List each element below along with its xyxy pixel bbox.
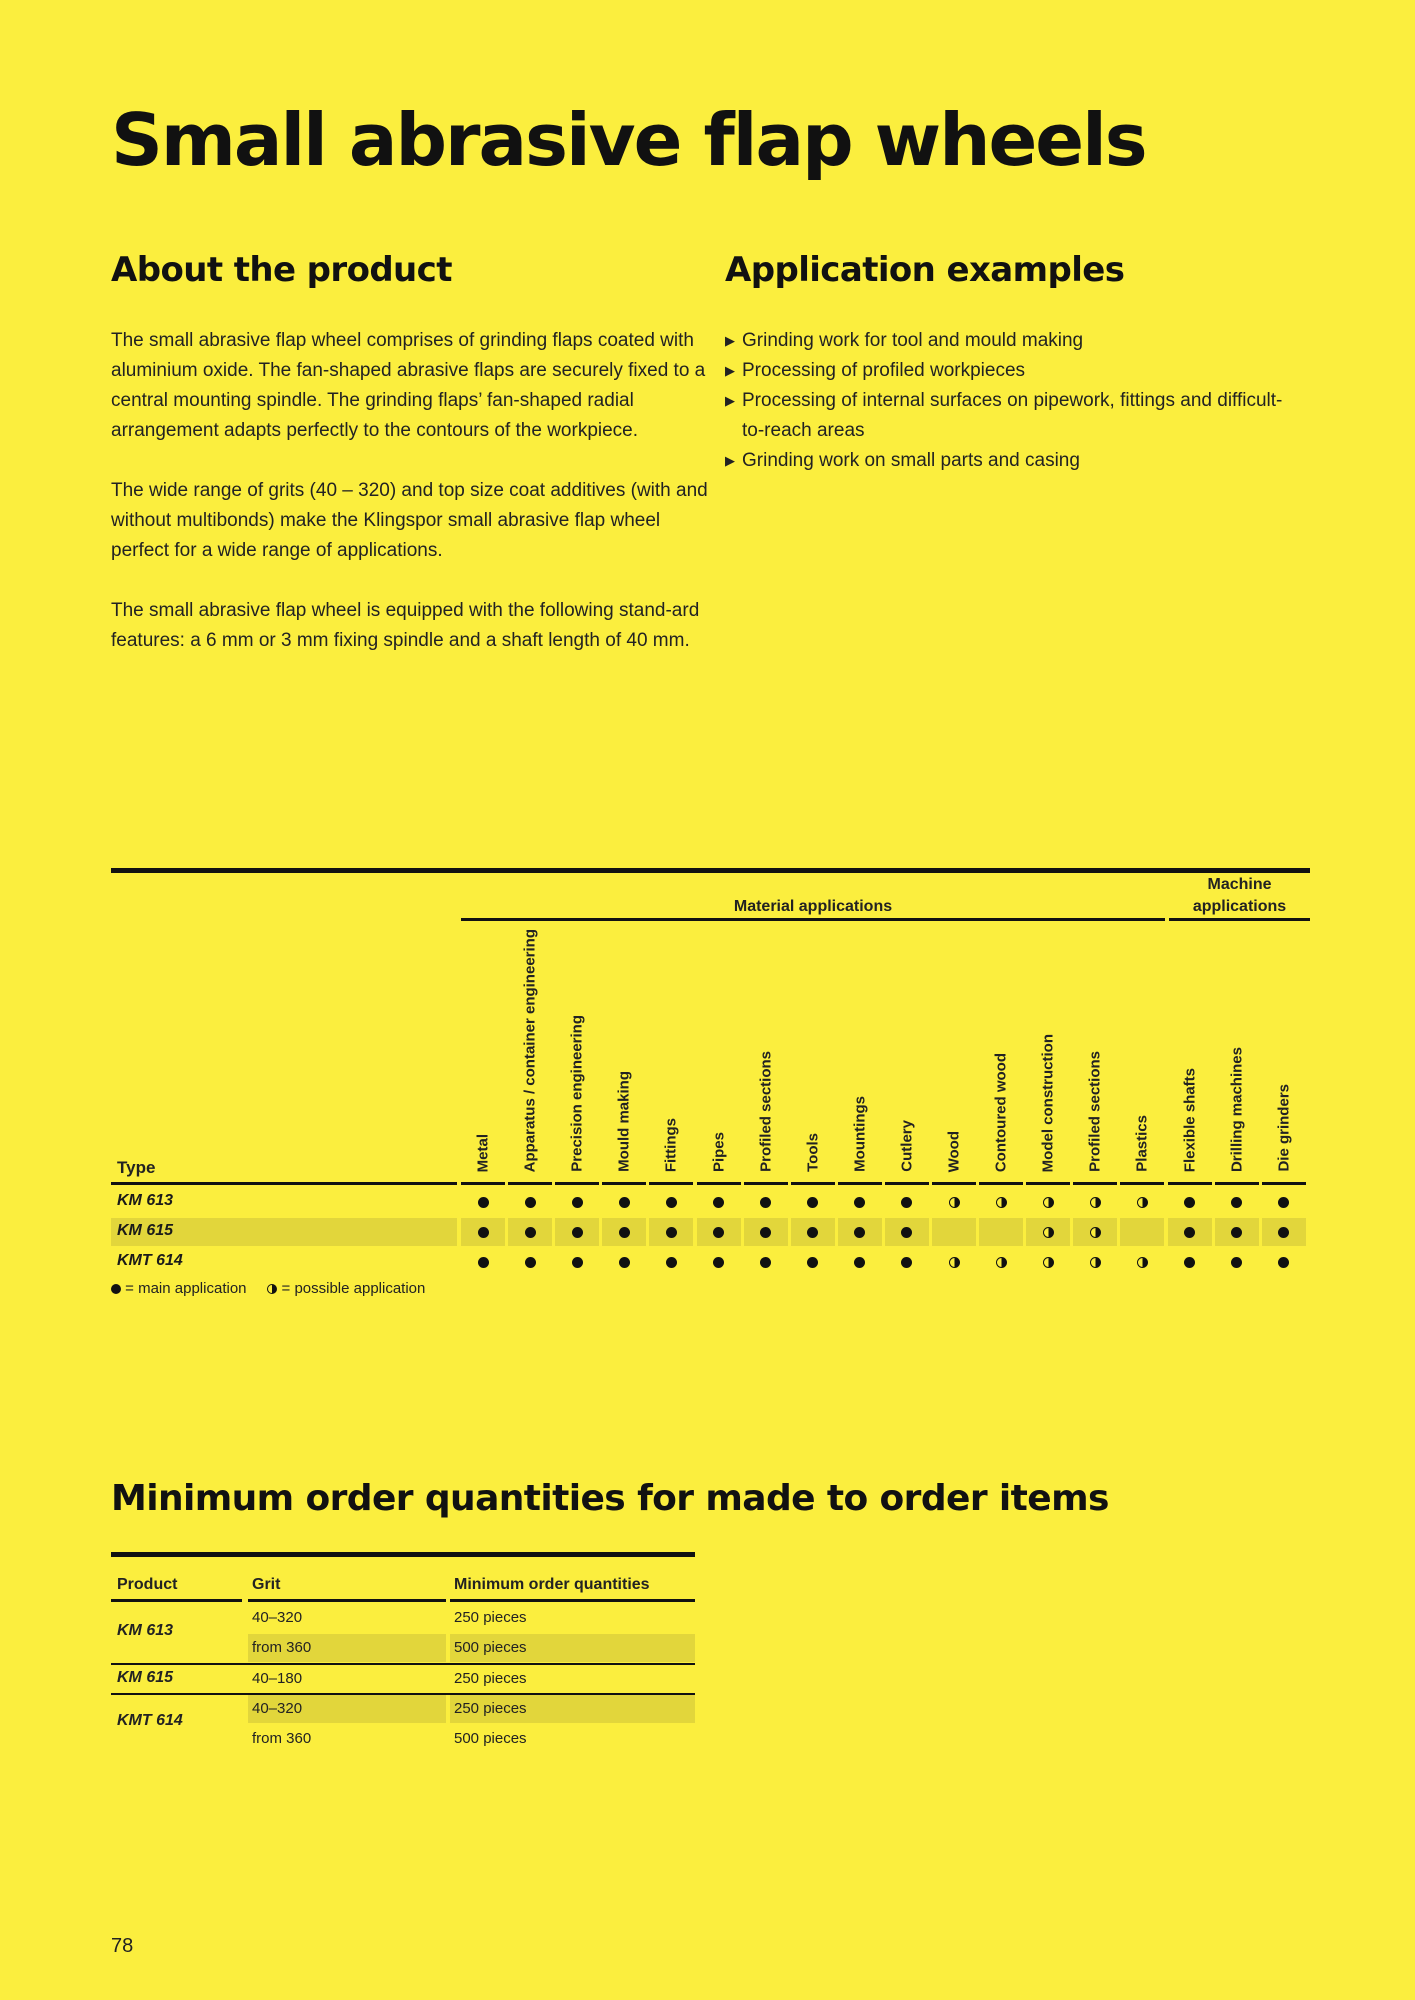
header-rule xyxy=(1168,1182,1212,1185)
column-header xyxy=(1215,924,1259,1178)
about-heading: About the product xyxy=(111,250,452,290)
header-rule xyxy=(1120,1182,1164,1185)
application-cell xyxy=(744,1248,788,1276)
main-application-icon xyxy=(572,1197,583,1208)
main-application-icon xyxy=(854,1197,865,1208)
column-header-label: Cutlery xyxy=(898,1120,916,1172)
application-cell xyxy=(1120,1248,1164,1276)
about-paragraph: The wide range of grits (40 – 320) and top size coat additives (with and without multibonds) make the Klingspor small abrasive flap wheel perfect for a wide range of applications. xyxy=(111,480,708,561)
application-cell xyxy=(1215,1188,1259,1216)
main-application-icon xyxy=(111,1284,121,1294)
about-paragraph: The small abrasive flap wheel is equipped with the following stand-ard features: a 6 mm or 3 mm fixing spindle and a shaft length of 40 mm. xyxy=(111,600,700,651)
header-rule xyxy=(979,1182,1023,1185)
column-header-label: Profiled sections xyxy=(1086,1051,1104,1172)
application-cell xyxy=(838,1218,882,1246)
main-application-icon xyxy=(1184,1197,1195,1208)
column-header-label: Precision engineering xyxy=(568,1015,586,1172)
main-application-icon xyxy=(1231,1197,1242,1208)
moq-header-quantity: Minimum order quantities xyxy=(454,1576,650,1593)
legend-main-label: = main application xyxy=(125,1280,247,1297)
column-header xyxy=(1262,924,1306,1178)
column-header xyxy=(602,924,646,1178)
column-header xyxy=(1026,924,1070,1178)
main-application-icon xyxy=(478,1257,489,1268)
group-rule xyxy=(1169,918,1310,921)
main-application-icon xyxy=(713,1257,724,1268)
table-row xyxy=(111,1218,1310,1246)
application-cell xyxy=(508,1218,552,1246)
column-header-label: Die grinders xyxy=(1275,1084,1293,1172)
application-cell xyxy=(885,1188,929,1216)
application-cell xyxy=(744,1218,788,1246)
application-cell xyxy=(791,1218,835,1246)
bullet-triangle-icon: ▶ xyxy=(725,453,735,468)
possible-application-icon xyxy=(1043,1197,1054,1208)
header-rule xyxy=(932,1182,976,1185)
application-cell xyxy=(1262,1218,1306,1246)
possible-application-icon xyxy=(1090,1197,1101,1208)
application-cell xyxy=(1120,1188,1164,1216)
column-header xyxy=(649,924,693,1178)
main-application-icon xyxy=(1231,1257,1242,1268)
column-header-label: Wood xyxy=(945,1130,963,1172)
main-application-icon xyxy=(1184,1257,1195,1268)
grit-cell: 40–320 xyxy=(252,1609,303,1626)
main-application-icon xyxy=(478,1227,489,1238)
main-application-icon xyxy=(854,1257,865,1268)
main-application-icon xyxy=(666,1257,677,1268)
application-cell xyxy=(1215,1218,1259,1246)
header-rule xyxy=(1026,1182,1070,1185)
main-application-icon xyxy=(525,1197,536,1208)
column-header-label: Flexible shafts xyxy=(1181,1067,1198,1172)
possible-application-icon xyxy=(996,1257,1007,1268)
page-title: Small abrasive flap wheels xyxy=(111,98,1146,182)
column-header-label: Mould making xyxy=(615,1071,633,1172)
application-cell xyxy=(838,1188,882,1216)
header-rule xyxy=(461,1182,505,1185)
type-cell: KM 613 xyxy=(117,1192,174,1209)
main-application-icon xyxy=(760,1227,771,1238)
column-header xyxy=(1120,924,1164,1178)
material-applications-header: Material applications xyxy=(733,898,893,915)
list-item xyxy=(725,356,1285,386)
bullet-triangle-icon: ▶ xyxy=(725,333,735,348)
legend-possible-label: = possible application xyxy=(281,1280,426,1297)
column-header xyxy=(461,924,505,1178)
application-cell xyxy=(885,1248,929,1276)
quantity-cell: 250 pieces xyxy=(454,1670,527,1687)
main-application-icon xyxy=(619,1257,630,1268)
product-cell: KMT 614 xyxy=(117,1712,183,1729)
main-application-icon xyxy=(1231,1227,1242,1238)
application-cell xyxy=(932,1218,976,1246)
type-header: Type xyxy=(117,1158,156,1177)
application-cell xyxy=(461,1188,505,1216)
header-rule xyxy=(248,1599,446,1602)
product-cell: KM 615 xyxy=(117,1669,174,1686)
column-header-label: Drilling machines xyxy=(1228,1046,1246,1172)
column-header-label: Plastics xyxy=(1133,1115,1151,1172)
header-rule xyxy=(838,1182,882,1185)
header-rule xyxy=(649,1182,693,1185)
bullet-triangle-icon: ▶ xyxy=(725,363,735,378)
moq-header-grit: Grit xyxy=(252,1576,281,1593)
column-header-label: Model construction xyxy=(1039,1033,1057,1172)
application-cell xyxy=(885,1218,929,1246)
application-cell xyxy=(555,1248,599,1276)
column-header-label: Profiled sections xyxy=(757,1051,775,1172)
list-item xyxy=(725,326,1285,356)
application-cell xyxy=(602,1188,646,1216)
quantity-cell: 250 pieces xyxy=(454,1609,527,1626)
application-cell xyxy=(555,1218,599,1246)
header-rule xyxy=(602,1182,646,1185)
possible-application-icon xyxy=(267,1284,277,1294)
main-application-icon xyxy=(901,1197,912,1208)
main-application-icon xyxy=(713,1197,724,1208)
possible-application-icon xyxy=(996,1197,1007,1208)
quantity-cell: 500 pieces xyxy=(454,1730,527,1747)
application-cell xyxy=(1262,1188,1306,1216)
column-header-label: Mountings xyxy=(851,1096,869,1172)
main-application-icon xyxy=(901,1227,912,1238)
column-header xyxy=(932,924,976,1178)
header-rule xyxy=(1262,1182,1306,1185)
possible-application-icon xyxy=(1090,1227,1101,1238)
application-cell xyxy=(1026,1248,1070,1276)
main-application-icon xyxy=(619,1227,630,1238)
column-header xyxy=(791,924,835,1178)
list-item-text: Processing of internal surfaces on pipework, fittings and difficult-to-reach areas xyxy=(742,390,1283,441)
main-application-icon xyxy=(807,1257,818,1268)
header-rule xyxy=(791,1182,835,1185)
application-cell xyxy=(1073,1188,1117,1216)
moq-heading: Minimum order quantities for made to order items xyxy=(111,1478,1109,1519)
product-cell: KM 613 xyxy=(117,1622,174,1639)
application-cell xyxy=(979,1188,1023,1216)
column-header xyxy=(1168,924,1212,1178)
header-rule xyxy=(744,1182,788,1185)
main-application-icon xyxy=(1278,1197,1289,1208)
page-number: 78 xyxy=(111,1935,134,1957)
application-cell xyxy=(461,1218,505,1246)
main-application-icon xyxy=(807,1197,818,1208)
main-application-icon xyxy=(1184,1227,1195,1238)
possible-application-icon xyxy=(1137,1197,1148,1208)
table-row xyxy=(111,1248,1310,1276)
main-application-icon xyxy=(760,1197,771,1208)
application-cell xyxy=(979,1248,1023,1276)
main-application-icon xyxy=(1278,1227,1289,1238)
application-cell xyxy=(461,1248,505,1276)
application-cell xyxy=(1073,1218,1117,1246)
possible-application-icon xyxy=(949,1197,960,1208)
main-application-icon xyxy=(901,1257,912,1268)
application-cell xyxy=(932,1188,976,1216)
application-cell xyxy=(1026,1218,1070,1246)
column-header xyxy=(697,924,741,1178)
main-application-icon xyxy=(525,1257,536,1268)
bullet-triangle-icon: ▶ xyxy=(725,393,735,408)
main-application-icon xyxy=(1278,1257,1289,1268)
about-text xyxy=(111,326,711,686)
application-cell xyxy=(1215,1248,1259,1276)
legend xyxy=(111,1280,425,1297)
table-row xyxy=(111,1188,1310,1216)
main-application-icon xyxy=(525,1227,536,1238)
group-rule xyxy=(461,918,1165,921)
application-cell xyxy=(979,1218,1023,1246)
main-application-icon xyxy=(619,1197,630,1208)
header-rule xyxy=(111,1599,242,1602)
application-cell xyxy=(838,1248,882,1276)
application-cell xyxy=(697,1188,741,1216)
application-cell xyxy=(697,1218,741,1246)
header-rule xyxy=(885,1182,929,1185)
column-header xyxy=(508,924,552,1178)
main-application-icon xyxy=(807,1227,818,1238)
application-cell xyxy=(649,1248,693,1276)
about-paragraph: The small abrasive flap wheel comprises of grinding flaps coated with aluminium oxide. The fan-shaped abrasive flaps are securely fixed to a central mounting spindle. The grinding flaps’ fan-shaped radial arrangement adapts perfectly to the contours of the workpiece. xyxy=(111,330,706,441)
table-rule xyxy=(111,868,1310,873)
application-cell xyxy=(1120,1218,1164,1246)
column-header-label: Apparatus / container engineering xyxy=(521,928,539,1172)
possible-application-icon xyxy=(1043,1227,1054,1238)
main-application-icon xyxy=(478,1197,489,1208)
grit-cell: 40–180 xyxy=(252,1670,303,1687)
header-rule xyxy=(1215,1182,1259,1185)
quantity-cell: 500 pieces xyxy=(450,1634,695,1662)
column-header xyxy=(838,924,882,1178)
application-cell xyxy=(1073,1248,1117,1276)
main-application-icon xyxy=(572,1227,583,1238)
possible-application-icon xyxy=(1137,1257,1148,1268)
main-application-icon xyxy=(666,1197,677,1208)
column-header xyxy=(555,924,599,1178)
application-cell xyxy=(1168,1188,1212,1216)
header-rule xyxy=(111,1182,457,1185)
applications-heading: Application examples xyxy=(725,250,1125,290)
main-application-icon xyxy=(713,1227,724,1238)
grit-cell: 40–320 xyxy=(248,1695,446,1723)
application-cell xyxy=(791,1188,835,1216)
list-item xyxy=(725,386,1285,446)
application-cell xyxy=(1262,1248,1306,1276)
column-header xyxy=(1073,924,1117,1178)
list-item-text: Grinding work for tool and mould making xyxy=(742,330,1084,351)
column-header-label: Pipes xyxy=(710,1131,727,1172)
application-cell xyxy=(932,1248,976,1276)
possible-application-icon xyxy=(1090,1257,1101,1268)
application-cell xyxy=(508,1188,552,1216)
column-header xyxy=(744,924,788,1178)
list-item-text: Processing of profiled workpieces xyxy=(742,360,1026,381)
type-cell: KMT 614 xyxy=(117,1252,183,1269)
header-rule xyxy=(508,1182,552,1185)
application-cell xyxy=(1168,1218,1212,1246)
application-cell xyxy=(555,1188,599,1216)
main-application-icon xyxy=(760,1257,771,1268)
application-cell xyxy=(602,1218,646,1246)
main-application-icon xyxy=(666,1227,677,1238)
application-cell xyxy=(744,1188,788,1216)
application-cell xyxy=(697,1248,741,1276)
grit-cell: from 360 xyxy=(252,1730,312,1747)
application-table xyxy=(111,868,1310,1297)
header-rule xyxy=(555,1182,599,1185)
application-cell xyxy=(1026,1188,1070,1216)
header-rule xyxy=(1073,1182,1117,1185)
grit-cell: from 360 xyxy=(248,1634,446,1662)
header-rule xyxy=(697,1182,741,1185)
list-item-text: Grinding work on small parts and casing xyxy=(742,450,1080,471)
possible-application-icon xyxy=(1043,1257,1054,1268)
moq-header-product: Product xyxy=(117,1576,178,1593)
main-application-icon xyxy=(854,1227,865,1238)
application-cell xyxy=(1168,1248,1212,1276)
quantity-cell: 250 pieces xyxy=(450,1695,695,1723)
main-application-icon xyxy=(572,1257,583,1268)
list-item xyxy=(725,446,1285,476)
column-header xyxy=(885,924,929,1178)
column-header-label: Fittings xyxy=(662,1117,680,1172)
application-cell xyxy=(649,1188,693,1216)
machine-applications-header: Machine applications xyxy=(1192,876,1287,915)
table-rule xyxy=(111,1552,695,1557)
applications-list xyxy=(725,326,1285,476)
possible-application-icon xyxy=(949,1257,960,1268)
column-header-label: Contoured wood xyxy=(992,1052,1010,1172)
type-cell: KM 615 xyxy=(117,1222,174,1239)
application-cell xyxy=(508,1248,552,1276)
application-cell xyxy=(602,1248,646,1276)
application-cell xyxy=(791,1248,835,1276)
application-cell xyxy=(649,1218,693,1246)
column-header-label: Metal xyxy=(474,1133,492,1172)
column-header-label: Tools xyxy=(804,1133,822,1172)
header-rule xyxy=(450,1599,695,1602)
column-header xyxy=(979,924,1023,1178)
